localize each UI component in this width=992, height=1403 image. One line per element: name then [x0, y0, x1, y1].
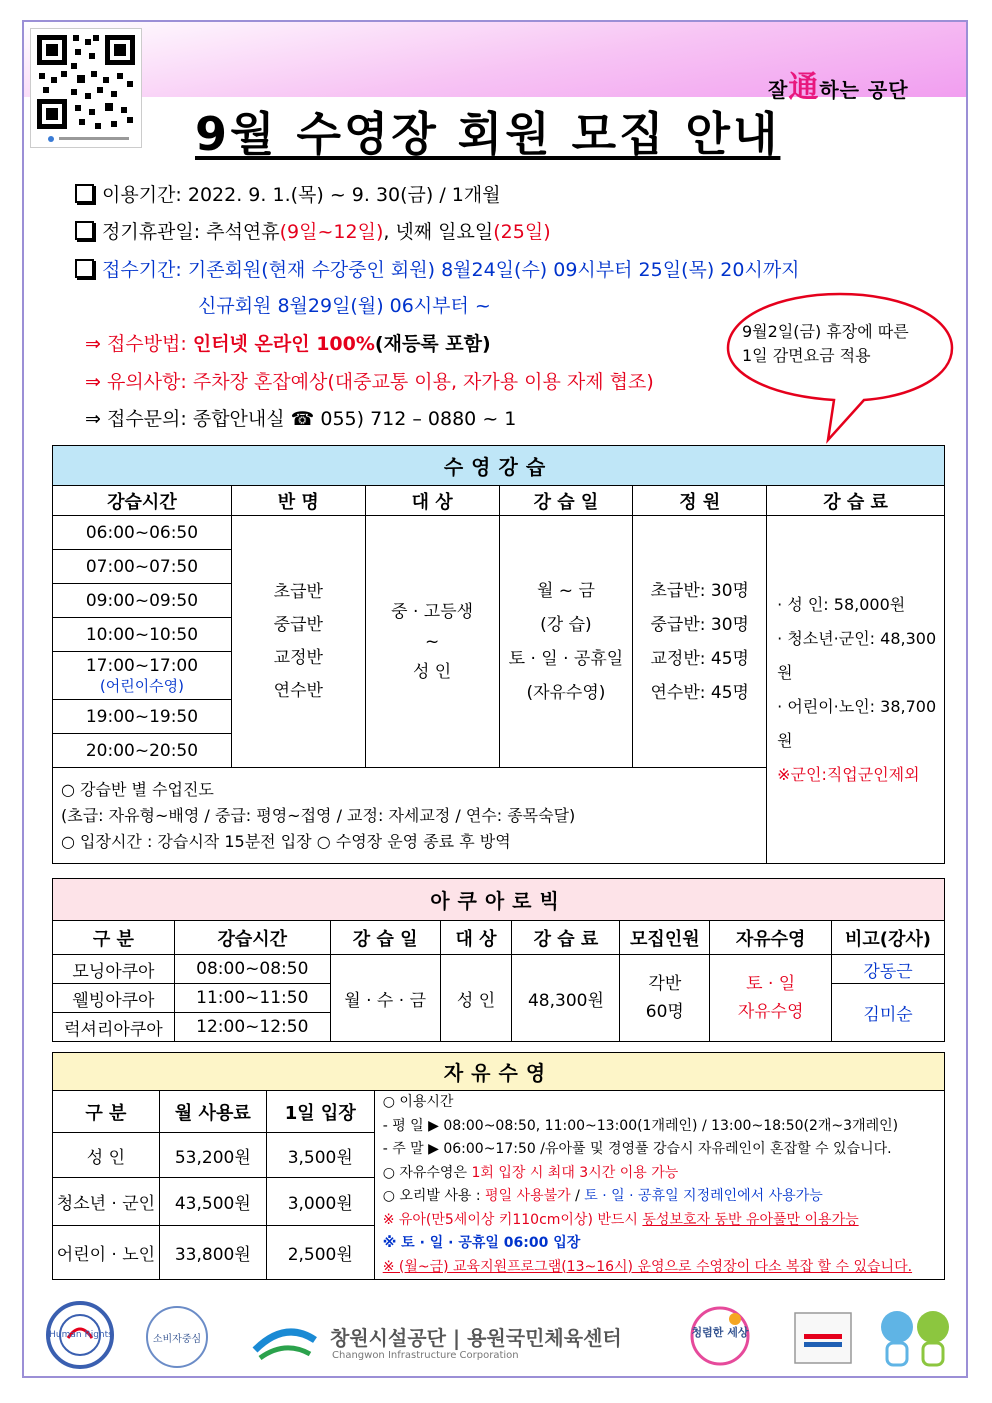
- aqua-instructor: 강동근: [832, 955, 945, 984]
- slogan: 잘通하는 공단: [768, 70, 909, 105]
- time-slot: 06:00~06:50: [53, 516, 232, 550]
- slogan-highlight: 通: [788, 70, 820, 105]
- class-names: 초급반 중급반 교정반 연수반: [231, 516, 365, 768]
- lesson-notes: ○ 강습반 별 수업진도 (초급: 자유형~배영 / 중급: 평영~접영 / 교정: 자세교정 / 연수: 종목숙달) ○ 입장시간 : 강습시작 15분전 입장 ○ 수영장 운영 종료 후 방역: [53, 768, 767, 864]
- aqua-target: 성 인: [440, 955, 512, 1042]
- free-swim-table: 자유수영 구 분 월 사용료 1일 입장 ○ 이용시간 - 평 일 ▶ 08:00~08:50, 11:00~13:00(1개레인) / 13:00~18:50(2개~3개레인) - 주 말 ▶ 06:00~17:50 /유아풀 및 경영풀 강습시 자유레인이 혼잡할 수 있습니다. ○ 자유수영은 1회 입장 시 최대 3시간 이용 가능 ○ 오리발 사용 : 평일 사용불가 / 토 · 일 · 공휴일 지정레인에서 사용가능 ※ 유아(만5세이상 키110cm이상) 반드시 동성보호자 동반 유아풀만 이용가능 ※ 토 · 일 · 공휴일 06:00 입장 ※ (월~금) 교육지원프로그램(13~16시) 운영으로 수영장이 다소 복잡 할 수 있습니다. 성 인 53,200원 3,500원 청소년 · 군인 43,500원 3,000원 어린이 · 노인 33,800원 2,500원: [52, 1052, 945, 1280]
- capacity: 초급반: 30명 중급반: 30명 교정반: 45명 연수반: 45명: [633, 516, 767, 768]
- aqua-instructor: 김미순: [832, 984, 945, 1042]
- caution: ⇒ 유의사항: 주차장 혼잡예상(대중교통 이용, 자가용 이용 자제 협조): [85, 371, 654, 393]
- aqua-time: 08:00~08:50: [174, 955, 330, 984]
- checkbox-icon: [75, 184, 94, 203]
- free-swim-title: 자유수영: [53, 1053, 945, 1091]
- mascot-icon: [875, 1305, 955, 1370]
- aqua-days: 월 · 수 · 금: [330, 955, 440, 1042]
- lessons-table: 수영강습 강습시간 반 명 대 상 강 습 일 정 원 강 습 료 06:00~06:50 초급반 중급반 교정반 연수반 중 · 고등생 ~ 성 인 월 ~ 금 (강 습) 토 · 일 · 공휴일 (자유수영) 초급반: 30명 중급반: 30명 교정반: 45명 연수반: 45명 · 성 인: 58,000원 · 청소년·군인: 48,300원 · 어린이·노인: 38,700원 ※군인:직업군인제외 07:00~07:50 09:00~09:50 10:00~10:50 17:00~17:00 (어린이수영) 19:00~19:50 20:00~20:50 ○ 강습반 별 수업진도 (초급: 자유형~배영 / 중급: 평영~접영 / 교정: 자세교정 / 연수: 종목숙달) ○ 입장시간 : 강습시작 15분전 입장 ○ 수영장 운영 종료 후 방역: [52, 445, 945, 864]
- lesson-fees: · 성 인: 58,000원 · 청소년·군인: 48,300원 · 어린이·노인: 38,700원 ※군인:직업군인제외: [767, 516, 945, 864]
- time-slot: 20:00~20:50: [53, 734, 232, 768]
- time-slot: 09:00~09:50: [53, 584, 232, 618]
- aqua-title: 아쿠아로빅: [53, 879, 945, 921]
- checkbox-icon: [75, 221, 94, 240]
- qr-code-icon[interactable]: [30, 28, 142, 148]
- target-group: 중 · 고등생 ~ 성 인: [365, 516, 499, 768]
- aqua-free-swim: 토 · 일 자유수영: [710, 955, 832, 1042]
- aqua-fee: 48,300원: [512, 955, 620, 1042]
- aqua-class: 모닝아쿠아: [53, 955, 175, 984]
- registration-period: 접수기간: 기존회원(현재 수강중인 회원) 8월24일(수) 09시부터 25일(목) 20시까지: [75, 255, 800, 282]
- usage-period: 이용기간: 2022. 9. 1.(목) ~ 9. 30(금) / 1개월: [75, 180, 501, 207]
- speech-bubble-icon: [724, 290, 956, 450]
- time-slot: 07:00~07:50: [53, 550, 232, 584]
- registration-new: 신규회원 8월29일(월) 06시부터 ~: [198, 295, 491, 317]
- registration-method: ⇒ 접수방법: 인터넷 온라인 100%(재등록 포함): [85, 333, 491, 355]
- time-slot: 10:00~10:50: [53, 618, 232, 652]
- free-swim-notes: ○ 이용시간 - 평 일 ▶ 08:00~08:50, 11:00~13:00(1개레인) / 13:00~18:50(2개~3개레인) - 주 말 ▶ 06:00~17:50 /유아풀 및 경영풀 강습시 자유레인이 혼잡할 수 있습니다. ○ 자유수영은 1회 입장 시 최대 3시간 이용 가능 ○ 오리발 사용 : 평일 사용불가 / 토 · 일 · 공휴일 지정레인에서 사용가능 ※ 유아(만5세이상 키110cm이상) 반드시 동성보호자 동반 유아풀만 이용가능 ※ 토 · 일 · 공휴일 06:00 입장 ※ (월~금) 교육지원프로그램(13~16시) 운영으로 수영장이 다소 복잡 할 수 있습니다.: [374, 1091, 944, 1280]
- footer-logos: Human Rights 소비자중심 창원시설공단 | 용원국민체육센터 Changwon Infrastructure Corporation 청렴한 세상: [40, 1300, 960, 1370]
- bubble-text: 9월2일(금) 휴장에 따른 1일 감면요금 적용: [742, 322, 909, 365]
- aqua-table: 아쿠아로빅 구 분 강습시간 강 습 일 대 상 강 습 료 모집인원 자유수영 비고(강사) 모닝아쿠아 08:00~08:50 월 · 수 · 금 성 인 48,300원 각반 60명 토 · 일 자유수영 강동근 웰빙아쿠아 11:00~11:50 김미순 럭셔리아쿠아 12:00~12:50: [52, 878, 945, 1042]
- page-title: 9월 수영장 회원 모집 안내: [195, 107, 781, 161]
- changwon-logo-icon: [250, 1320, 320, 1365]
- contact: ⇒ 접수문의: 종합안내실 ☎ 055) 712 – 0880 ~ 1: [85, 408, 517, 430]
- closed-days: 정기휴관일: 추석연휴(9일~12일), 넷째 일요일(25일): [75, 217, 551, 244]
- aqua-time: 12:00~12:50: [174, 1013, 330, 1042]
- lesson-days: 월 ~ 금 (강 습) 토 · 일 · 공휴일 (자유수영): [499, 516, 633, 768]
- lessons-title: 수영강습: [53, 446, 945, 486]
- aqua-time: 11:00~11:50: [174, 984, 330, 1013]
- aqua-capacity: 각반 60명: [620, 955, 710, 1042]
- aqua-class: 럭셔리아쿠아: [53, 1013, 175, 1042]
- aqua-class: 웰빙아쿠아: [53, 984, 175, 1013]
- certification-logo-icon: [792, 1310, 854, 1366]
- time-slot: 19:00~19:50: [53, 700, 232, 734]
- checkbox-icon: [75, 259, 94, 278]
- time-slot: 17:00~17:00 (어린이수영): [53, 652, 232, 700]
